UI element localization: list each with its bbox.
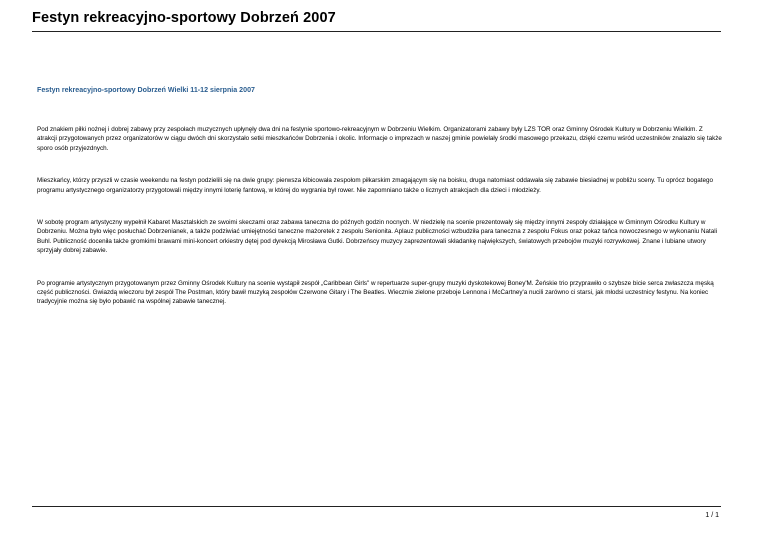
article-paragraph-4: Po programie artystycznym przygotowanym przez Gminny Ośrodek Kultury na scenie wystąpił zespół „Caribbean Girls" w repertuarze super-grupy muzyki dyskotekowej Boney'M. Żeńskie trio przyprawiło o szybsze bicie serca zwłaszcza męską część publiczności. Gwiazdą wieczoru był zespół The Postman, który bawił muzyką zespołów Czerwone Gitary i The Beatles. Wiecznie zielone przeboje Lennona i McCartney'a nucili zarówno ci starsi, jak młodsi uczestnicy festynu. Na koniec tradycyjnie można się było pobawić na wspólnej zabawie tanecznej. — [37, 279, 714, 306]
header-divider — [32, 31, 721, 32]
article-content — [37, 86, 723, 330]
article-paragraph-1: Pod znakiem piłki nożnej i dobrej zabawy przy zespołach muzycznych upłynęły dwa dni na festynie sportowo-rekreacyjnym w Dobrzeniu Wielkim. Organizatorami zabawy były LZS TOR oraz Gminny Ośrodek Kultury w Dobrzeniu Wielkim. Z atrakcji przygotowanych przez organizatorów w ciągu dwóch dni skorzystało setki mieszkańców Dobrzenia i okolic. Informacje o imprezach w naszej gminie powielały środki masowego przekazu, dzięki czemu wśród uczestników znalazło się także sporo osób przyjezdnych. — [37, 126, 722, 152]
article-title: Festyn rekreacyjno-sportowy Dobrzeń Wielki 11-12 sierpnia 2007 — [37, 86, 255, 94]
article-paragraph-3: W sobotę program artystyczny wypełnił Kabaret Masztalskich ze swoimi skeczami oraz zabawa taneczna do późnych godzin nocnych. W niedzielę na scenie prezentowały się między innymi zespoły działające w Gminnym Ośrodku Kultury w Dobrzeniu. Można było więc posłuchać Dobrzenianek, a także podziwiać umiejętności taneczne mażoretek z zespołu Senionita. Aplauz publiczności wzbudziła para taneczna z zespołu Fokus oraz pokaz tańca nowoczesnego w wykonaniu Natali Buhl. Publiczność doceniła także gromkimi brawami mini-koncert orkiestry dętej pod dyrekcją Mirosława Gutki. Dobrzeńscy muzycy zaprezentowali składankę największych, światowych przebojów muzyki rozrywkowej. Znane i lubiane utwory sprzyjały dobrej zabawie. — [37, 219, 718, 255]
article-paragraph-2: Mieszkańcy, którzy przyszli w czasie weekendu na festyn podzielili się na dwie grupy: pierwsza kibicowała zespołom piłkarskim zmagającym się na boisku, druga natomiast oddawała się zabawie biesiadnej w pobliżu sceny. Tu oprócz bogatego programu artystycznego organizatorzy przygotowali między innymi loterię fantową, w której do wygrania był rower. Nie zapomniano także o licznych atrakcjach dla dzieci i młodzieży. — [37, 177, 713, 194]
page-number: 1 / 1 — [705, 512, 719, 519]
page-header-title: Festyn rekreacyjno-sportowy Dobrzeń 2007 — [32, 10, 336, 26]
footer-divider — [32, 506, 721, 507]
